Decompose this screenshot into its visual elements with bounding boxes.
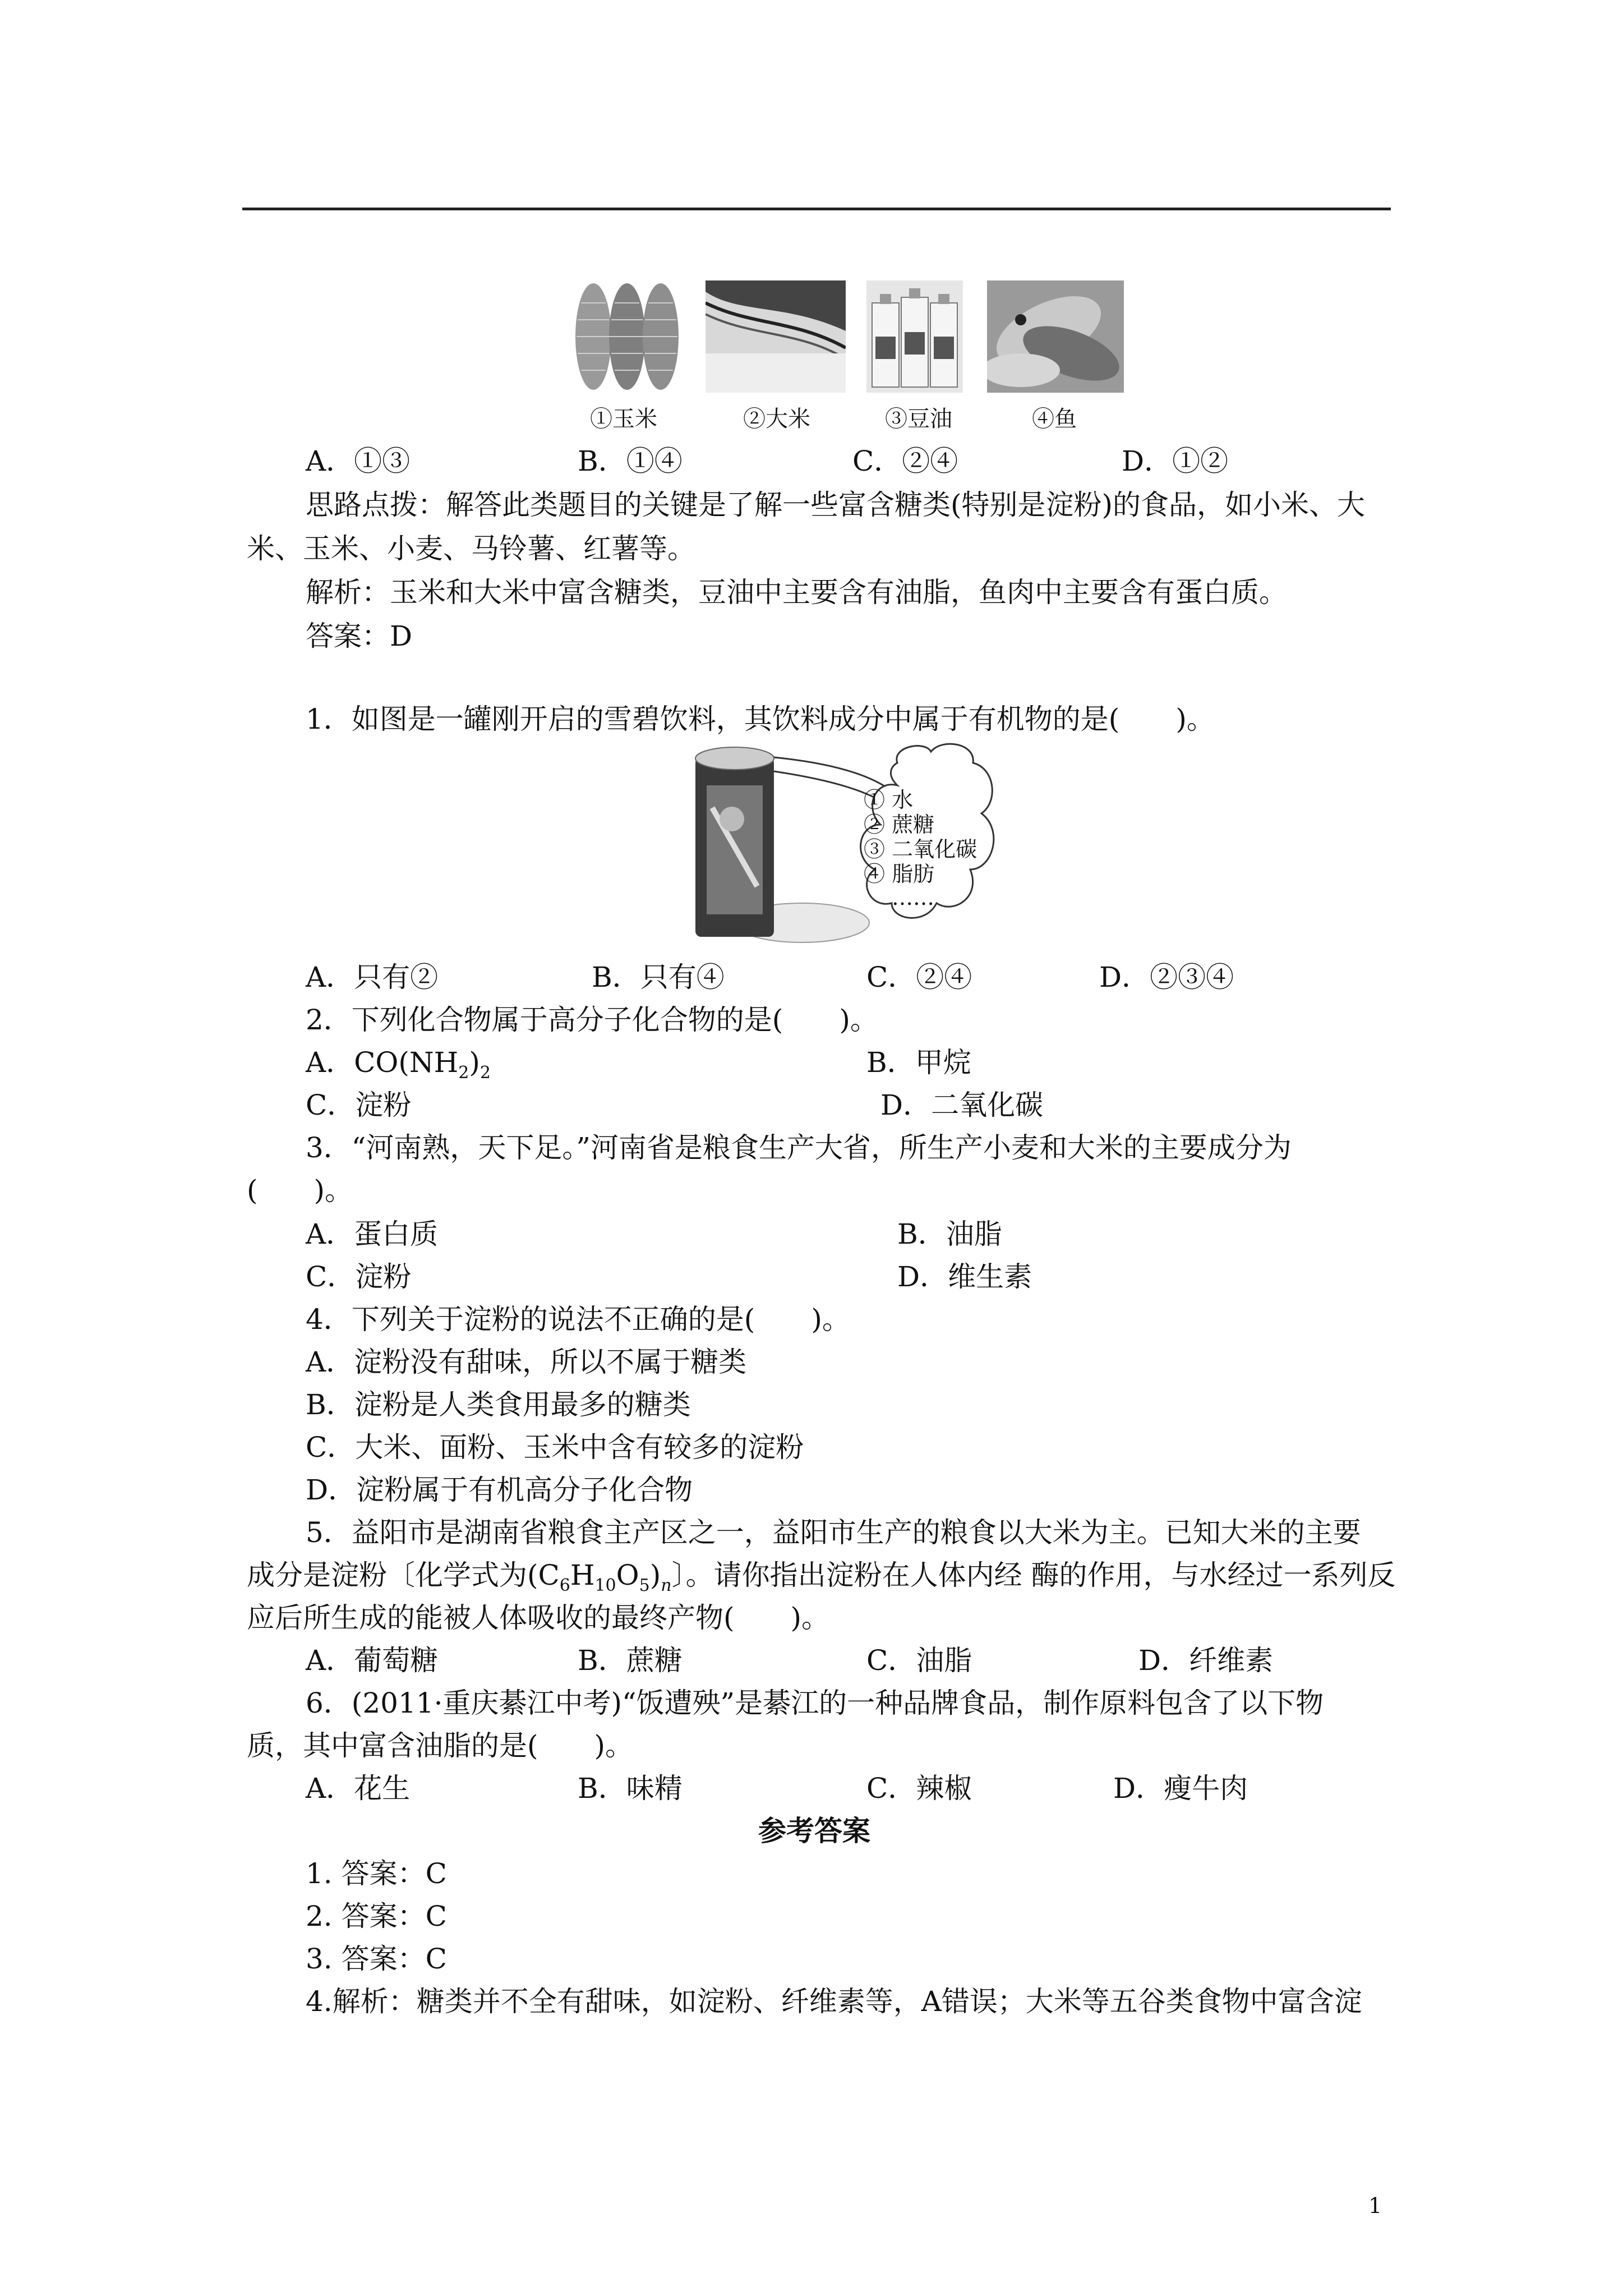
food-caption-4: ④鱼: [1032, 406, 1077, 432]
fish-photo: [987, 280, 1124, 393]
q6-option-a: A．花生: [306, 1772, 411, 1805]
example-option-c: C．②④: [852, 445, 958, 477]
q4-option-a: A．淀粉没有甜味，所以不属于糖类: [306, 1346, 747, 1378]
q3-option-a: A．蛋白质: [306, 1218, 439, 1250]
q2-option-a: [306, 1045, 491, 1091]
answer-item-4: 4.解析：糖类并不全有甜味，如淀粉、纤维素等，A错误；大米等五谷类食物中富含淀: [306, 1985, 1362, 2018]
q2-option-a-sub1: 2: [458, 1063, 469, 1083]
example-option-b: B．①④: [578, 445, 683, 477]
answer-item-2: 2. 答案：C: [306, 1900, 447, 1932]
q3-option-c: C．淀粉: [306, 1260, 412, 1293]
q2-option-a-prefix: A．CO(NH: [306, 1046, 459, 1079]
q5-formula-sub2: 10: [594, 1576, 616, 1595]
q5-stem-line3: 应后所生成的能被人体吸收的最终产物( )。: [247, 1602, 830, 1634]
q2-option-a-mid: ): [469, 1046, 480, 1079]
example-answer: 答案：D: [306, 620, 413, 652]
rice-photo: [706, 280, 846, 393]
q6-option-b: B．味精: [578, 1772, 683, 1805]
q1-option-a: A．只有②: [306, 961, 439, 993]
q5-stem-line2: [247, 1557, 1396, 1604]
q2-option-c: C．淀粉: [306, 1089, 412, 1121]
q1-option-b: B．只有④: [592, 961, 725, 993]
example-option-a: A．①③: [306, 445, 411, 477]
example-analysis: 解析：玉米和大米中富含糖类，豆油中主要含有油脂，鱼肉中主要含有蛋白质。: [306, 576, 1287, 609]
q5-option-d: D．纤维素: [1138, 1644, 1274, 1677]
q5-option-b: B．蔗糖: [578, 1644, 683, 1677]
page-number: 1: [1368, 2193, 1382, 2218]
q6-option-d: D．瘦牛肉: [1113, 1772, 1248, 1805]
bubble-item-4: ④ 脂肪: [864, 862, 935, 886]
q3-option-d: D．维生素: [897, 1260, 1032, 1293]
q5-formula-h: H: [570, 1559, 595, 1591]
bubble-item-3: ③ 二氧化碳: [864, 837, 978, 862]
header-rule: [242, 208, 1391, 210]
example-hint-line1: 思路点拨：解答此类题目的关键是了解一些富含糖类(特别是淀粉)的食品，如小米、大: [306, 489, 1366, 521]
q6-stem-line2: 质，其中富含油脂的是( )。: [247, 1729, 634, 1762]
q2-option-d: D．二氧化碳: [880, 1089, 1044, 1121]
q1-option-d: D．②③④: [1099, 961, 1234, 993]
food-caption-2: ②大米: [743, 406, 810, 432]
q3-option-b: B．油脂: [897, 1218, 1002, 1250]
soy-oil-photo: [866, 280, 963, 393]
q1-stem: 1．如图是一罐刚开启的雪碧饮料，其饮料成分中属于有机物的是( )。: [306, 703, 1215, 735]
bubble-item-2: ② 蔗糖: [864, 812, 935, 837]
answer-item-1: 1. 答案：C: [306, 1857, 447, 1890]
q4-stem: 4．下列关于淀粉的说法不正确的是( )。: [306, 1303, 850, 1336]
q3-stem-line1: 3．“河南熟，天下足。”河南省是粮食生产大省，所生产小麦和大米的主要成分为: [306, 1131, 1292, 1164]
bubble-item-1: ① 水: [864, 788, 914, 812]
q5-formula-o: O: [616, 1559, 639, 1591]
bubble-item-5: ……: [892, 885, 934, 910]
q4-option-d: D．淀粉属于有机高分子化合物: [306, 1474, 693, 1506]
q5-stem-line2-prefix: 成分是淀粉〔化学式为(C: [247, 1559, 560, 1591]
food-caption-3: ③豆油: [885, 406, 952, 432]
example-hint-line2: 米、玉米、小麦、马铃薯、红薯等。: [247, 532, 695, 565]
q5-formula-sub1: 6: [559, 1576, 570, 1595]
q5-option-a: A．葡萄糖: [306, 1644, 439, 1677]
food-caption-1: ①玉米: [590, 406, 657, 432]
corn-photo: [571, 280, 682, 393]
answers-heading: 参考答案: [758, 1814, 870, 1847]
q2-option-a-sub2: 2: [479, 1063, 491, 1083]
q5-stem-line2-suffix: 〕。请你指出淀粉在人体内经 酶的作用，与水经过一系列反: [671, 1559, 1396, 1591]
q5-formula-sub4: n: [661, 1576, 672, 1595]
q4-option-b: B．淀粉是人类食用最多的糖类: [306, 1388, 691, 1421]
q5-formula-sub3: 5: [639, 1576, 650, 1595]
q5-option-c: C．油脂: [866, 1644, 972, 1677]
example-option-d: D．①②: [1122, 445, 1229, 477]
q3-stem-line2: ( )。: [247, 1174, 353, 1207]
q4-option-c: C．大米、面粉、玉米中含有较多的淀粉: [306, 1431, 804, 1464]
q2-stem: 2．下列化合物属于高分子化合物的是( )。: [306, 1004, 878, 1036]
q6-option-c: C．辣椒: [866, 1772, 972, 1805]
q5-formula-close: ): [649, 1559, 661, 1591]
q1-option-c: C．②④: [866, 961, 972, 993]
q2-option-b: B．甲烷: [866, 1046, 971, 1079]
q5-stem-line1: 5．益阳市是湖南省粮食主产区之一，益阳市生产的粮食以大米为主。已知大米的主要: [306, 1516, 1361, 1549]
answer-item-3: 3. 答案：C: [306, 1943, 447, 1975]
q6-stem-line1: 6．(2011·重庆綦江中考)“饭遭殃”是綦江的一种品牌食品，制作原料包含了以下物: [306, 1687, 1324, 1719]
